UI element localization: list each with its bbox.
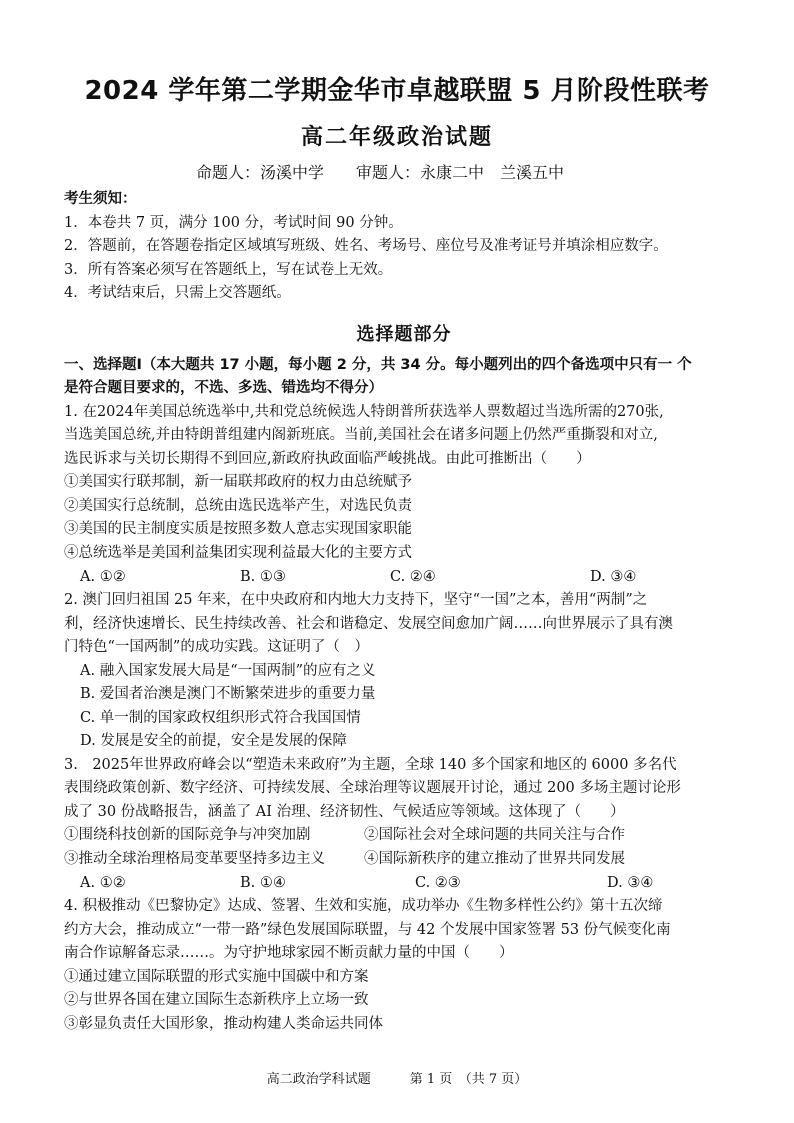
option-c: C. ②④ <box>390 569 436 585</box>
part-heading: 一、选择题Ⅰ（本大题共 17 小题，每小题 2 分，共 34 分。每小题列出的四个备选项中只有一 个 <box>64 356 692 373</box>
question-stem: 4. 积极推动《巴黎协定》达成、签署、生效和实施，成功举办《生物多样性公约》第十五次缔 <box>64 898 663 914</box>
question-stem: 1. 在2024年美国总统选举中,共和党总统候选人特朗普所获选举人票数超过当选所需的270张, <box>64 403 664 420</box>
statement: ④总统选举是美国利益集团实现利益最大化的主要方式 <box>64 544 412 561</box>
option-a: A. ①② <box>80 875 126 891</box>
question-4 <box>64 895 744 1036</box>
question-stem: 表围绕政策创新、数字经济、可持续发展、全球治理等议题展开讨论，通过 200 多场主题讨论形 <box>64 780 681 796</box>
question-2 <box>64 589 744 754</box>
statement: ③美国的民主制度实质是按照多数人意志实现国家职能 <box>64 521 412 537</box>
question-stem: 约方大会，推动成立“一带一路”绿色发展国际联盟，与 42 个发展中国家签署 53 份气候变化南 <box>64 921 671 938</box>
question-stem: 2. 澳门回归祖国 25 年来，在中央政府和内地大力支持下，坚守“一国”之本，善用“两制”之 <box>64 592 648 608</box>
statement-row <box>64 848 744 872</box>
question-1 <box>64 401 744 590</box>
question-stem: 门特色“一国两制”的成功实践。这证明了（ ） <box>64 639 369 655</box>
option-c: C. 单一制的国家政权组织形式符合我国国情 <box>80 709 361 726</box>
statement: ②美国实行总统制，总统由选民选举产生，对选民负责 <box>64 497 412 514</box>
section-title: 选择题部分 <box>356 323 452 345</box>
question-stem: 成了 30 份战略报告，涵盖了 AI 治理、经济韧性、气候适应等领域。这体现了（ ） <box>64 803 625 820</box>
authors-line: 命题人：汤溪中学 审题人：永康二中 兰溪五中 <box>196 163 565 182</box>
option-d: D. ③④ <box>590 569 637 585</box>
question-stem: 南合作谅解备忘录……。为守护地球家园不断贡献力量的中国（ ） <box>64 945 514 961</box>
page-footer: 高二政治学科试题 第 1 页 （共 7 页） <box>266 1072 528 1087</box>
statement-row <box>64 824 744 848</box>
option-d: D. ③④ <box>607 875 654 891</box>
option-b: B. ①④ <box>240 875 286 891</box>
statement: ③彰显负责任大国形象，推动构建人类命运共同体 <box>64 1015 383 1032</box>
statement: ②国际社会对全球问题的共同关注与合作 <box>364 827 625 843</box>
option-b: B. 爱国者治澳是澳门不断繁荣进步的重要力量 <box>80 686 376 702</box>
option-a: A. ①② <box>80 569 126 585</box>
notice-item: 2．答题前，在答题卷指定区域填写班级、姓名、考场号、座位号及准考证号并填涂相应数字。 <box>64 238 668 254</box>
options-row <box>64 871 744 895</box>
option-d: D. 发展是安全的前提，安全是发展的保障 <box>80 733 347 749</box>
option-b: B. ①③ <box>240 569 286 585</box>
option-c: C. ②③ <box>415 875 461 891</box>
exam-title: 2024 学年第二学期金华市卓越联盟 5 月阶段性联考 <box>84 76 710 106</box>
question-stem: 3. 2025年世界政府峰会以“塑造未来政府”为主题，全球 140 多个国家和地区的 6000 多名代 <box>64 756 677 773</box>
part-heading: 是符合题目要求的，不选、多选、错选均不得分） <box>64 380 383 396</box>
question-stem: 利，经济快速增长、民生持续改善、社会和谐稳定、发展空间愈加广阔……向世界展示了具有澳 <box>64 615 673 632</box>
exam-content <box>64 188 744 1036</box>
options-row <box>64 565 744 589</box>
statement: ④国际新秩序的建立推动了世界共同发展 <box>364 850 625 867</box>
exam-subtitle: 高二年级政治试题 <box>300 125 493 150</box>
notice-heading: 考生须知： <box>64 191 137 207</box>
statement: ③推动全球治理格局变革要坚持多边主义 <box>64 850 325 867</box>
question-stem: 选民诉求与关切长期得不到回应,新政府执政面临严峻挑战。由此可推断出（ ） <box>64 450 591 467</box>
statement: ②与世界各国在建立国际生态新秩序上立场一致 <box>64 992 369 1008</box>
question-stem: 当选美国总统,并由特朗普组建内阁新班底。当前,美国社会在诸多问题上仍然严重撕裂和对立, <box>64 427 658 443</box>
notice-item: 3．所有答案必须写在答题纸上，写在试卷上无效。 <box>64 261 393 278</box>
notice-item: 4．考试结束后，只需上交答题纸。 <box>64 285 291 301</box>
statement: ①通过建立国际联盟的形式实施中国碳中和方案 <box>64 968 369 985</box>
option-a: A. 融入国家发展大局是“一国两制”的应有之义 <box>80 662 376 679</box>
notice-item: 1．本卷共 7 页，满分 100 分，考试时间 90 分钟。 <box>64 214 403 231</box>
statement: ①美国实行联邦制，新一届联邦政府的权力由总统赋予 <box>64 474 412 490</box>
statement: ①围绕科技创新的国际竞争与冲突加剧 <box>64 827 311 843</box>
question-3 <box>64 754 744 896</box>
